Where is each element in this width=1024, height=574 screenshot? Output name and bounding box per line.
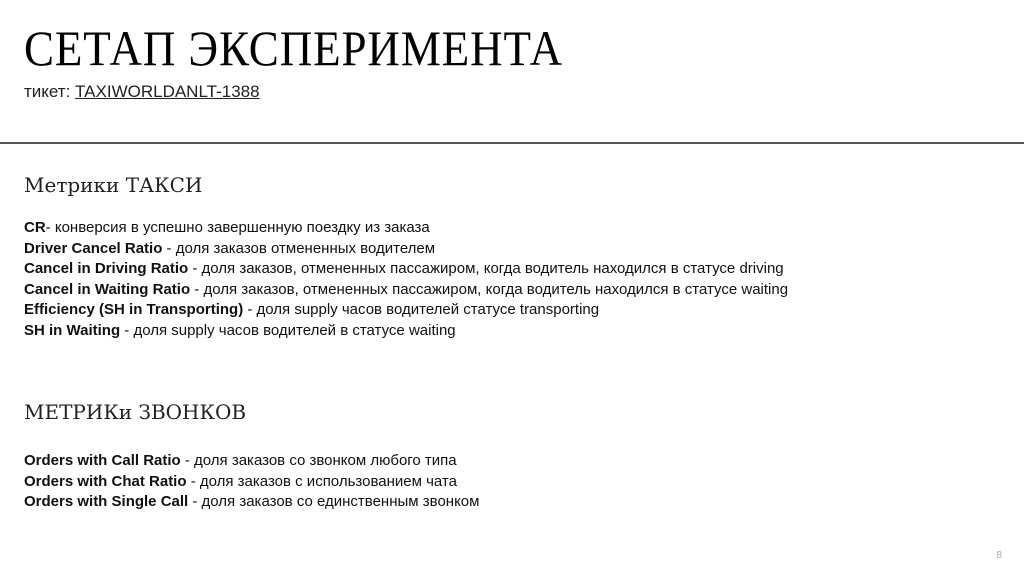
list-item [24,239,788,260]
metric-desc: - доля заказов с использованием чата [186,472,457,490]
list-item [24,451,479,472]
metric-desc: - конверсия в успешно завершенную поездку из заказа [45,219,430,236]
metric-term: SH in Waiting [24,321,121,339]
metric-desc: - доля заказов со звонком любого типа [180,452,457,469]
list-item [24,280,788,301]
list-item [24,259,788,280]
metric-desc: - доля заказов, отмененных пассажиром, когда водитель находился в статусе driving [188,260,784,277]
metric-desc: - доля заказов со единственным звонком [188,493,480,510]
slide-title: СЕТАП ЭКСПЕРИМЕНТА [24,20,564,76]
metric-term: Orders with Single Call [24,493,189,510]
metric-desc: - доля supply часов водителей в статусе waiting [120,321,456,339]
metric-term: Cancel in Waiting Ratio [24,280,191,298]
metric-term: Orders with Chat Ratio [24,472,187,490]
list-item [24,472,479,493]
ticket-link[interactable]: TAXIWORLDANLT-1388 [75,82,260,101]
page-number: 8 [996,550,1002,561]
ticket-label: тикет: [24,82,76,101]
taxi-metrics-list [24,218,788,341]
section-heading-calls: МЕТРИКи ЗВОНКОВ [24,400,247,424]
metric-term: CR [24,219,46,236]
list-item [24,218,788,239]
list-item [24,492,479,513]
metric-term: Efficiency (SH in Transporting) [24,301,244,318]
metric-desc: - доля supply часов водителей статусе transporting [243,301,600,318]
list-item [24,300,788,321]
metric-term: Driver Cancel Ratio [24,239,163,257]
divider [0,142,1024,144]
metric-desc: - доля заказов отмененных водителем [162,239,436,257]
section-heading-taxi: Метрики ТАКСИ [24,173,203,197]
metric-desc: - доля заказов, отмененных пассажиром, когда водитель находился в статусе waiting [190,280,789,298]
list-item [24,321,788,342]
metric-term: Orders with Call Ratio [24,452,181,469]
call-metrics-list [24,451,479,513]
metric-term: Cancel in Driving Ratio [24,260,189,277]
ticket-line [24,82,260,102]
